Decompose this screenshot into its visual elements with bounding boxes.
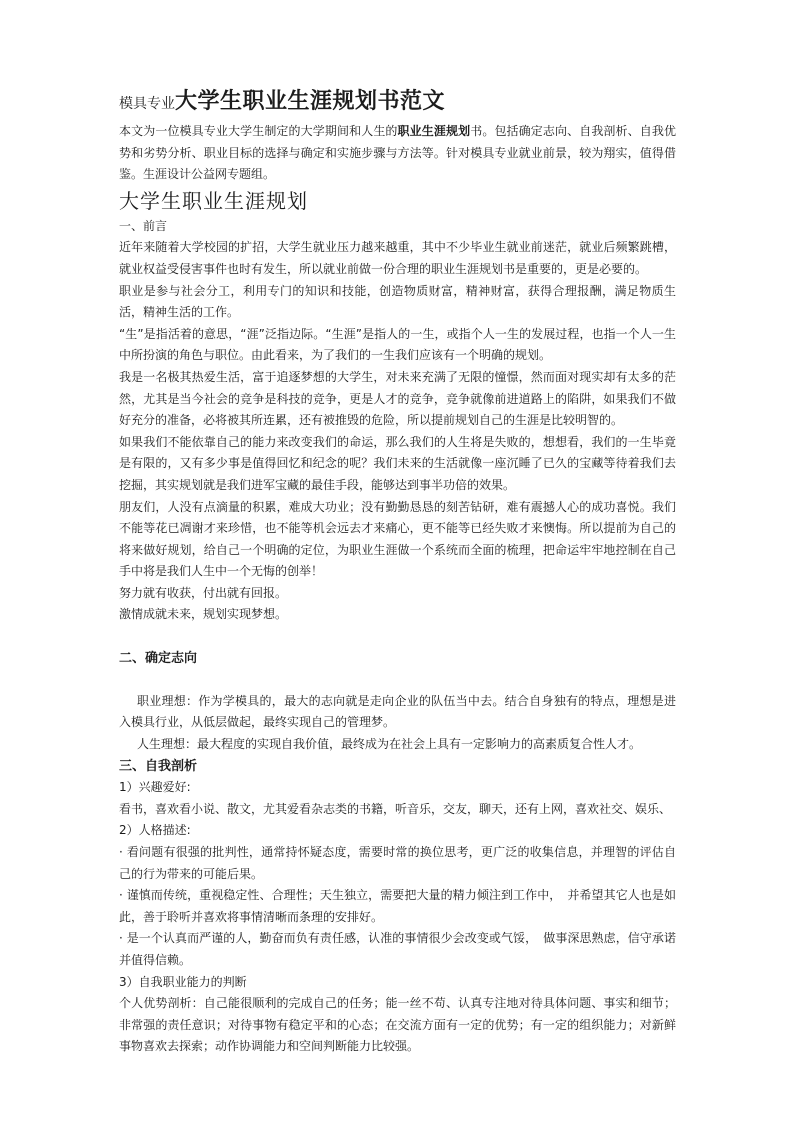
paragraph: 看书，喜欢看小说、散文，尤其爱看杂志类的书籍，听音乐，交友，聊天，还有上网，喜欢社交、娱乐、 [119, 801, 672, 816]
paragraph: 人生理想：最大程度的实现自我价值，最终成为在社会上具有一定影响力的高素质复合性人才。 [137, 737, 642, 752]
bullet-paragraph: · 看问题有很强的批判性，通常持怀疑态度，需要时常的换位思考，更广泛的收集信息，并理智的评估自己的行为带来的可能后果。 [119, 845, 676, 881]
paragraph: 个人优势剖析：自己能很顺利的完成自己的任务；能一丝不苟、认真专注地对待具体问题、事实和细节；非常强的责任意识；对待事物有稳定平和的心态；在交流方面有一定的优势；有一定的组织能力；对新鲜事物喜欢去探索；动作协调能力和空间判断能力比较强。 [119, 996, 676, 1054]
section3-heading: 三、自我剖析 [119, 758, 198, 774]
motto-line: 激情成就未来，规划实现梦想。 [119, 607, 288, 622]
intro-text-bold: 职业生涯规划 [397, 124, 471, 138]
list-item-label: 1）兴趣爱好: [119, 780, 191, 795]
blank-line [119, 669, 676, 691]
section1-heading: 一、前言 [119, 218, 168, 233]
doc-title-prefix: 模具专业 [119, 96, 175, 112]
paragraph: 如果我们不能依靠自己的能力来改变我们的命运，那么我们的人生将是失败的，想想看，我们的一生毕竟是有限的，又有多少事是值得回忆和纪念的呢？我们未来的生活就像一座沉睡了已久的宝藏等待着我们去挖掘，其实规划就是我们进军宝藏的最佳手段，能够达到事半功倍的效果。 [119, 434, 676, 492]
motto-line: 努力就有收获，付出就有回报。 [119, 585, 288, 600]
doc-title [119, 88, 676, 118]
bullet-paragraph: · 是一个认真而严谨的人，勤奋而负有责任感，认准的事情很少会改变或气馁， 做事深思熟虑，信守承诺并值得信赖。 [119, 931, 676, 967]
paragraph: 朋友们，人没有点滴量的积累，难成大功业；没有勤勤恳恳的刻苦钻研，难有震撼人心的成功喜悦。我们不能等花已凋谢才来珍惜，也不能等机会远去才来痛心，更不能等已经失败才来懊悔。所以提前为自己的将来做好规划，给自己一个明确的定位，为职业生涯做一个系统而全面的梳理，把命运牢牢地控制在自己手中将是我们人生中一个无悔的创举！ [119, 499, 676, 579]
paragraph: 职业理想：作为学模具的，最大的志向就是走向企业的队伍当中去。结合自身独有的特点，理想是进入模具行业，从低层做起，最终实现自己的管理梦。 [119, 693, 676, 730]
paragraph: 职业是参与社会分工，利用专门的知识和技能，创造物质财富，精神财富，获得合理报酬，满足物质生活，精神生活的工作。 [119, 283, 676, 320]
paragraph: 我是一名极其热爱生活，富于追逐梦想的大学生，对未来充满了无限的憧憬，然而面对现实却有太多的茫然，尤其是当今社会的竞争是科技的竞争，更是人才的竞争，竞争就像前进道路上的陷阱，如果我们不做好充分的准备，必将被其所连累，还有被推毁的危险，所以提前规划自己的生涯是比较明智的。 [119, 369, 676, 428]
bullet-paragraph: · 谨慎而传统，重视稳定性、合理性；天生独立，需要把大量的精力倾注到工作中， 并希望其它人也是如此，善于聆听并喜欢将事情清晰而条理的安排好。 [119, 888, 676, 924]
doc-title-main: 大学生职业生涯规划书范文 [175, 89, 446, 114]
list-item-label: 3）自我职业能力的判断 [119, 974, 247, 989]
intro-text-pre: 本文为一位模具专业大学生制定的大学期间和人生的 [119, 124, 398, 138]
paragraph: 近年来随着大学校园的扩招，大学生就业压力越来越重，其中不少毕业生就业前迷茫，就业后频繁跳槽，就业权益受侵害事件也时有发生，所以就业前做一份合理的职业生涯规划书是重要的，更是必要的。 [119, 240, 676, 276]
intro-paragraph [119, 121, 676, 186]
list-item-label: 2）人格描述: [119, 823, 191, 838]
blank-line [119, 626, 676, 648]
main-heading: 大学生职业生涯规划 [119, 188, 308, 213]
section2-heading: 二、确定志向 [119, 650, 198, 666]
paragraph: “生”是指活着的意思，“涯”泛指边际。“生涯”是指人的一生，或指个人一生的发展过程，也指一个人一生中所扮演的角色与职位。由此看来，为了我们的一生我们应该有一个明确的规划。 [119, 326, 676, 363]
intro-text-post: 书。包括确定志向、自我剖析、自我优势和劣势分析、职业目标的选择与确定和实施步骤与方法等。针对模具专业就业前景，较为翔实，值得借鉴。生涯设计公益网专题组。 [119, 124, 676, 182]
